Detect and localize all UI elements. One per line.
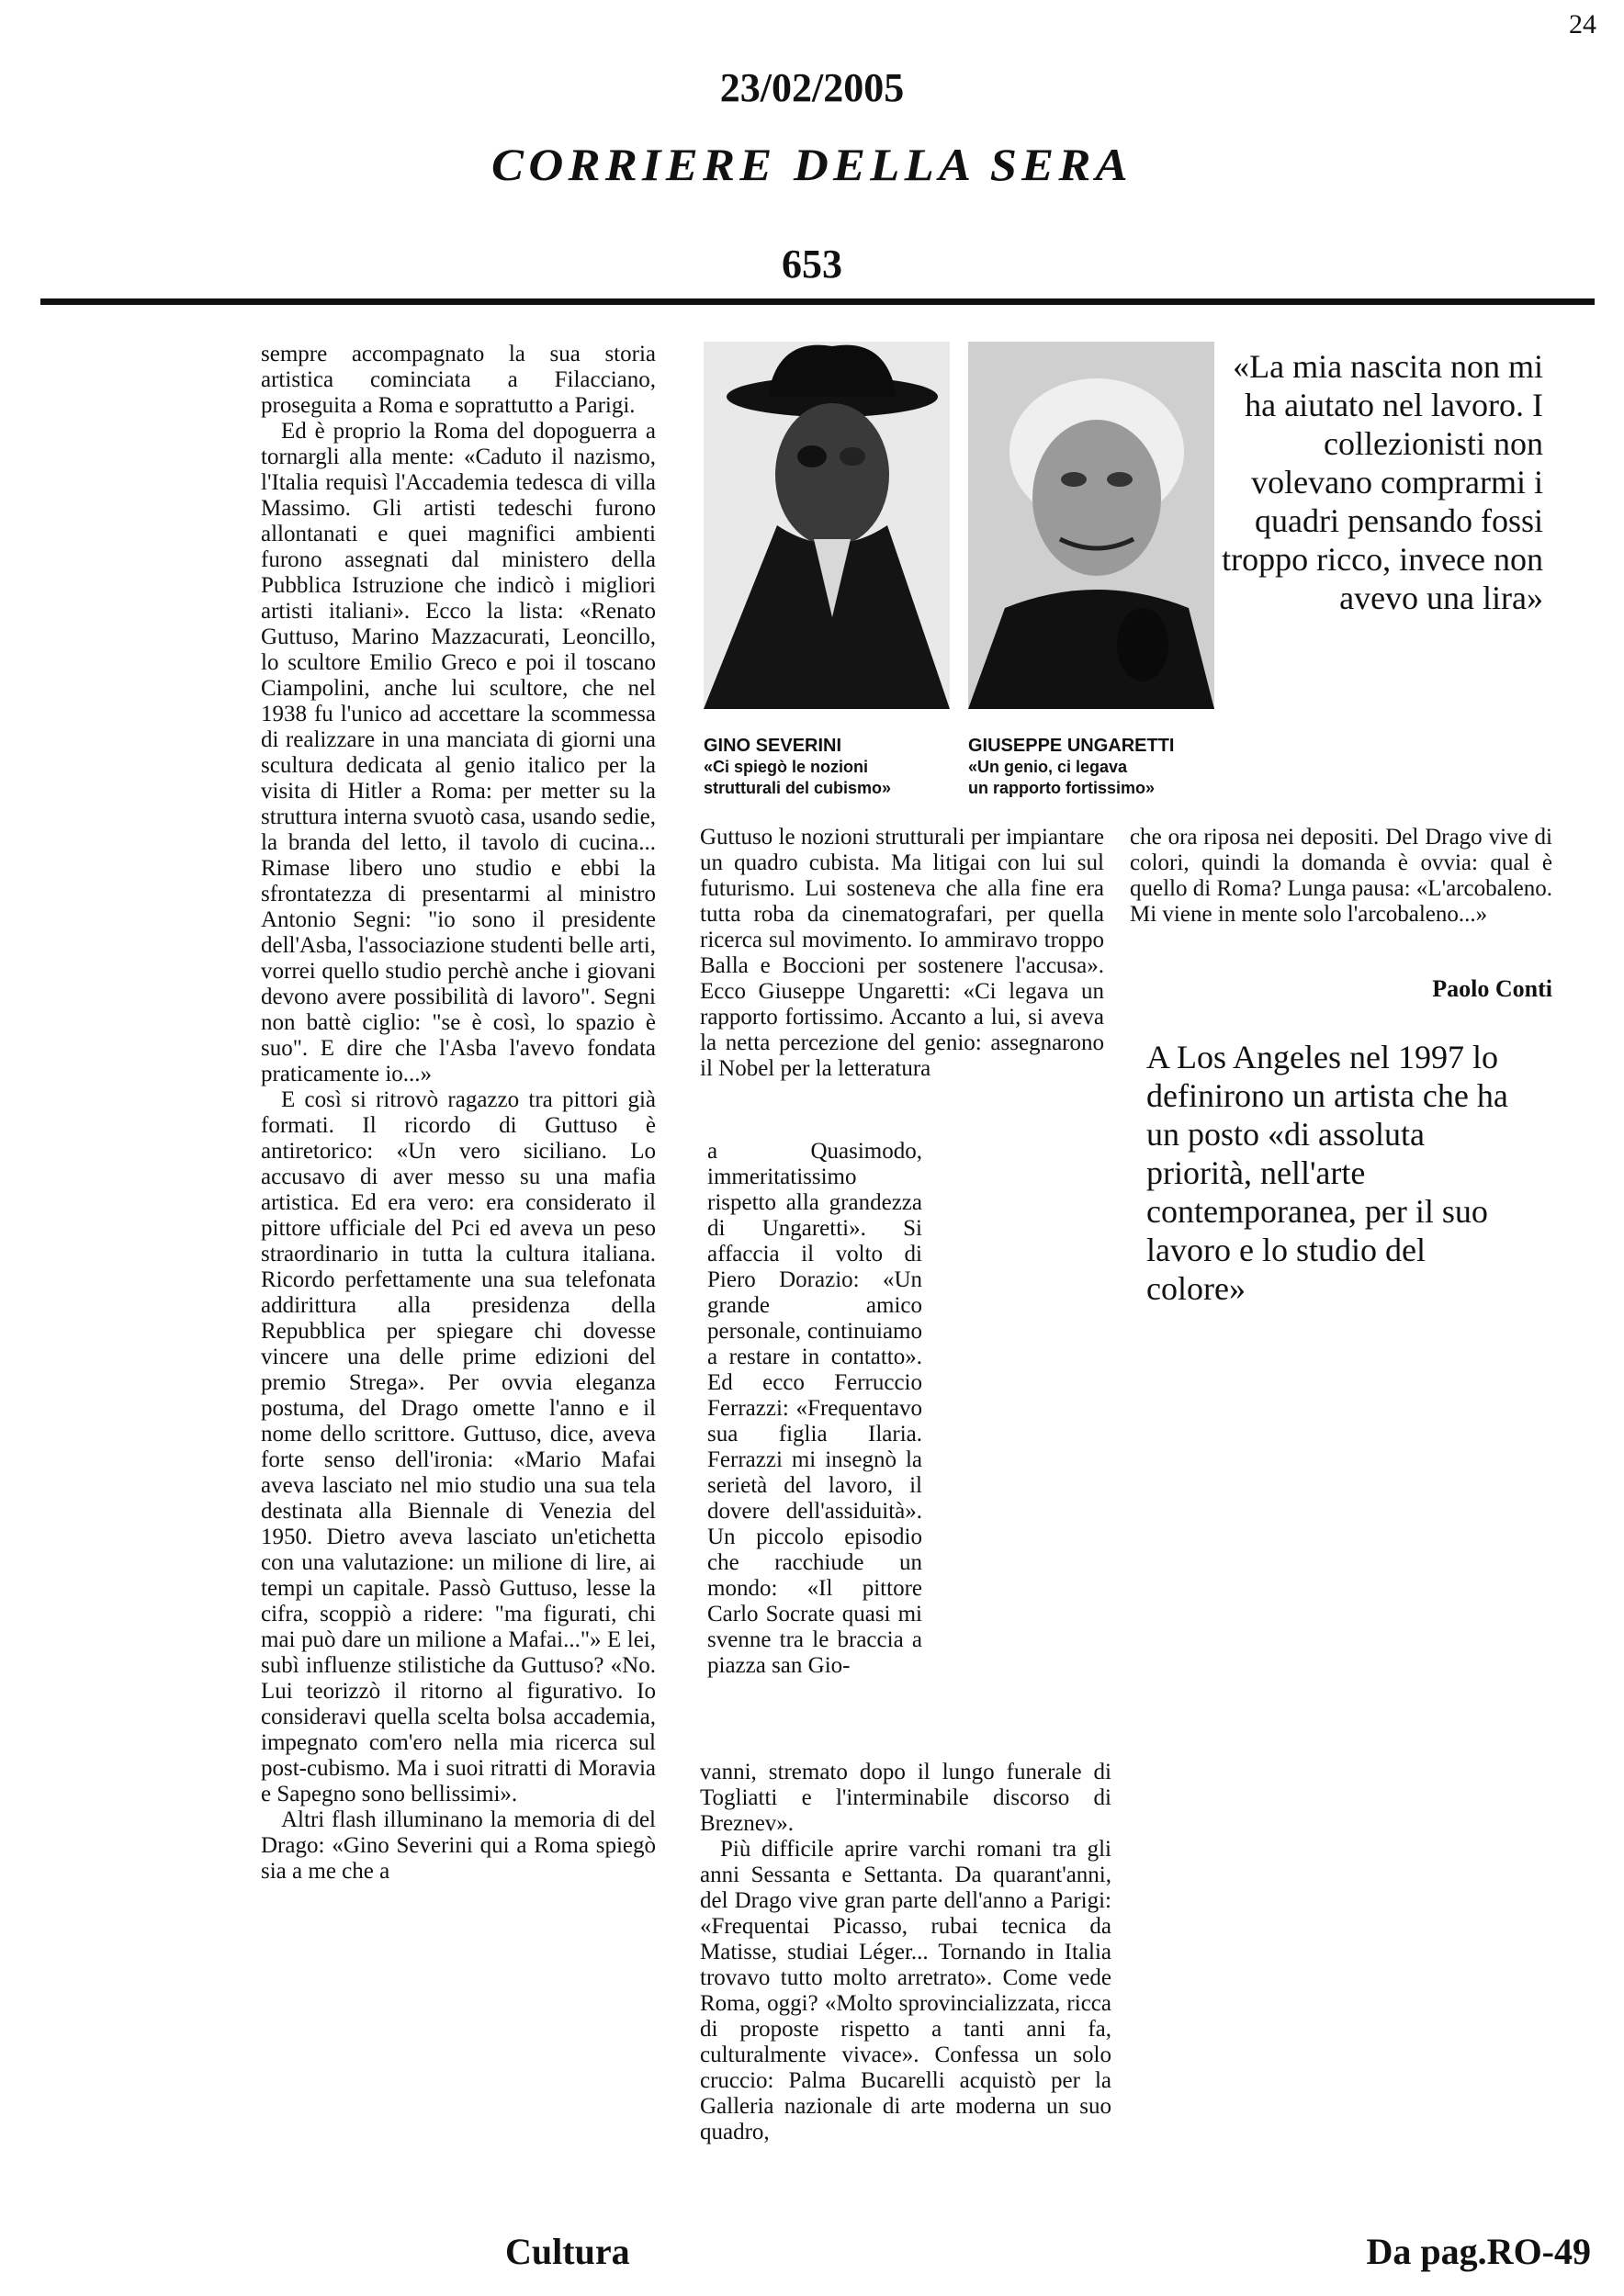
- article-column-2-narrow: [707, 1139, 922, 1679]
- issue-number: 653: [782, 242, 842, 287]
- publication-date: 23/02/2005: [719, 65, 905, 110]
- paragraph: che ora riposa nei depositi. Del Drago vive di colori, quindi la domanda è ovvia: qual è quello di Roma? Lunga pausa: «L'arcobaleno. Mi viene in mente solo l'arcobaleno...»: [1130, 825, 1552, 927]
- article-column-1: [261, 342, 656, 1885]
- portrait-severini-image: [704, 342, 950, 709]
- page-number: 24: [1569, 9, 1596, 39]
- caption-quote: «Un genio, ci legava: [968, 758, 1128, 776]
- photo-caption-ungaretti: [968, 735, 1244, 799]
- author-signature: Paolo Conti: [1432, 975, 1552, 1002]
- pull-quote-bottom: A Los Angeles nel 1997 lo definirono un artista che ha un posto «di assoluta priorità, nell'arte contemporanea, per il suo lavoro e lo studio del colore»: [1146, 1039, 1508, 1307]
- paragraph: E così si ritrovò ragazzo tra pittori già formati. Il ricordo di Guttuso è antiretorico: «Un vero siciliano. Lo accusavo di aver messo su una mafia artistica. Ed era vero: era considerato il pittore ufficiale del Pci ed aveva un peso straordinario in tutta la cultura italiana. Ricordo perfettamente una sua telefonata addirittura alla presidenza della Repubblica per spiegare chi dovesse vincere una delle prime edizioni del premio Strega». Per ovvia eleganza postuma, del Drago omette l'anno e il nome dello scrittore. Guttuso, dice, aveva forte senso dell'ironia: «Mario Mafai aveva lasciato nel mio studio una sua tela destinata alla Biennale di Venezia del 1950. Dietro aveva lasciato un'etichetta con una valutazione: un milione di lire, ai tempi un capitale. Passò Guttuso, lesse la cifra, scoppiò a ridere: "ma figurati, chi mai può dare un milione a Mafai..."» E lei, subì influenze stilistiche da Guttuso? «No. Lui teorizzò il ritorno al figurativo. Io consideravi quella scelta bolsa accademia, impegnato com'ero nella mia ricerca sul post-cubismo. Ma i suoi ritratti di Moravia e Sapegno sono bellissimi».: [261, 1087, 656, 1806]
- article-column-2-bottom: [700, 1760, 1111, 2145]
- paragraph: Guttuso le nozioni strutturali per impiantare un quadro cubista. Ma litigai con lui sul futurismo. Lui sosteneva che alla fine era tutta roba da cinematografari, per quella ricerca sul movimento. Io ammiravo troppo Balla e Boccioni per sostenere l'accusa». Ecco Giuseppe Ungaretti: «Ci legava un rapporto fortissimo. Accanto a lui, si aveva la netta percezione del genio: assegnarono il Nobel per la letteratura: [700, 825, 1104, 1081]
- paragraph: sempre accompagnato la sua storia artistica cominciata a Filacciano, proseguita a Roma e soprattutto a Parigi.: [261, 342, 656, 418]
- article-column-2-top: [700, 825, 1104, 1082]
- pull-quote-top: «La mia nascita non mi ha aiutato nel lavoro. I collezionisti non volevano comprarmi i quadri pensando fossi troppo ricco, invece non avevo una lira»: [1222, 348, 1543, 616]
- paragraph: a Quasimodo, immeritatissimo rispetto alla grandezza di Ungaretti». Si affaccia il volto di Piero Dorazio: «Un grande amico personale, continuiamo a restare in contatto». Ed ecco Ferruccio Ferrazzi: «Frequentavo sua figlia Ilaria. Ferrazzi mi insegnò la serietà del lavoro, il dovere dell'assiduità». Un piccolo episodio che racchiude un mondo: «Il pittore Carlo Socrate quasi mi svenne tra le braccia a piazza san Gio-: [707, 1139, 922, 1678]
- caption-quote: «Ci spiegò le nozioni: [704, 758, 869, 776]
- caption-name: GIUSEPPE UNGARETTI: [968, 736, 1175, 756]
- header-divider: [40, 298, 1595, 305]
- caption-name: GINO SEVERINI: [704, 736, 842, 756]
- paragraph: Più difficile aprire varchi romani tra gli anni Sessanta e Settanta. Da quarant'anni, del Drago vive gran parte dell'anno a Parigi: «Frequentai Picasso, rubai tecnica da Matisse, studiai Léger... Tornando in Italia trovavo tutto molto arretrato». Come vede Roma, oggi? «Molto sprovincializzata, ricca di proposte rispetto a tanti anni fa, culturalmente vivace». Confessa un solo cruccio: Palma Bucarelli acquistò per la Galleria nazionale di arte moderna un suo quadro,: [700, 1837, 1111, 2144]
- section-label: Cultura: [505, 2231, 630, 2272]
- caption-quote: strutturali del cubismo»: [704, 779, 892, 797]
- article-column-3: [1130, 825, 1552, 928]
- caption-quote: un rapporto fortissimo»: [968, 779, 1156, 797]
- portrait-ungaretti-image: [968, 342, 1214, 709]
- photo-gino-severini: [704, 342, 950, 709]
- paragraph: vanni, stremato dopo il lungo funerale di Togliatti e l'interminabile discorso di Breznev».: [700, 1760, 1111, 1836]
- paragraph: Altri flash illuminano la memoria di del Drago: «Gino Severini qui a Roma spiegò sia a me che a: [261, 1807, 656, 1884]
- newspaper-masthead: CORRIERE DELLA SERA: [491, 139, 1133, 190]
- page-reference: Da pag.RO-49: [1366, 2231, 1591, 2272]
- paragraph: Ed è proprio la Roma del dopoguerra a tornargli alla mente: «Caduto il nazismo, l'Italia requisì l'Accademia tedesca di villa Massimo. Gli artisti tedeschi furono allontanati e quei magnifici ambienti furono assegnati dal ministero della Pubblica Istruzione che indicò i migliori artisti italiani». Ecco la lista: «Renato Guttuso, Marino Mazzacurati, Leoncillo, lo scultore Emilio Greco e poi il toscano Ciampolini, anche lui scultore, che nel 1938 fu l'unico ad accettare la scommessa di realizzare in una manciata di giorni una scultura dedicata al genio italico per la visita di Hitler a Roma: per metter su la struttura interna svuotò casa, usando sedie, la branda del letto, il tavolo di cucina... Rimase libero uno studio e ebbi la sfrontatezza di presentarmi al ministro Antonio Segni: "io sono il presidente dell'Asba, l'associazione studenti belle arti, vorrei quello studio perchè anche i giovani devono avere possibilità di lavoro". Segni non battè ciglio: "se è così, lo spazio è suo". E dire che l'Asba l'avevo fondata praticamente io...»: [261, 419, 656, 1086]
- photo-giuseppe-ungaretti: [968, 342, 1214, 709]
- photo-caption-severini: [704, 735, 961, 799]
